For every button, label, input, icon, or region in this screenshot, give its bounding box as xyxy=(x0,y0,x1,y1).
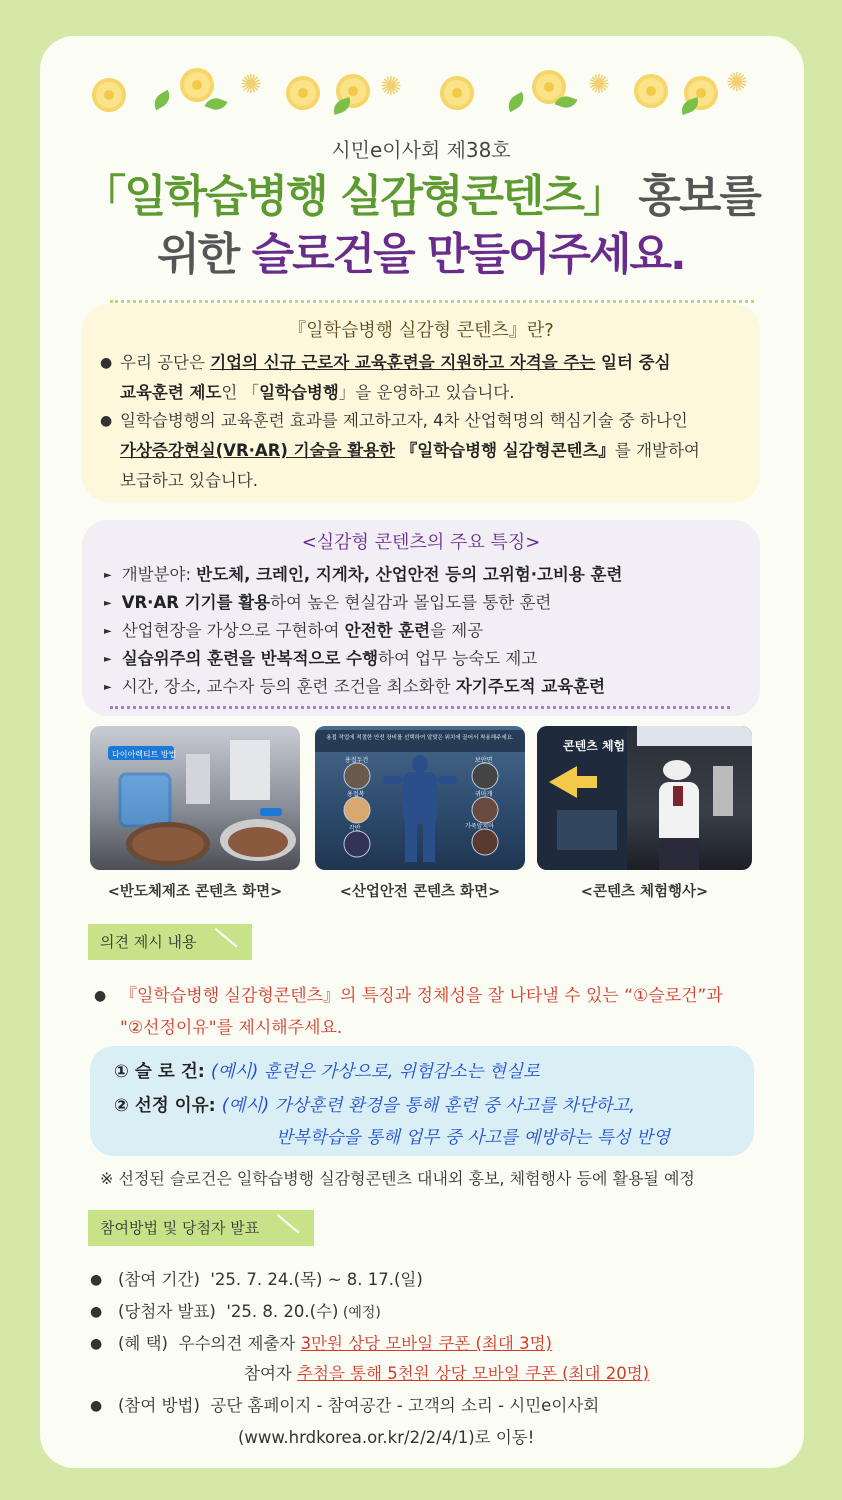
feature-item: ► VR·AR 기기를 활용하여 높은 현실감과 몰입도를 통한 훈련 xyxy=(104,593,552,612)
feature-item: ► 산업현장을 가상으로 구현하여 안전한 훈련을 제공 xyxy=(104,621,484,640)
svg-text:용접두건: 용접두건 xyxy=(345,757,369,764)
participation-tag: 참여방법 및 당첨자 발표 xyxy=(88,1210,314,1246)
period-row: ● (참여 기간) '25. 7. 24.(목) ~ 8. 17.(일) xyxy=(118,1266,423,1294)
features-title: <실감형 콘텐츠의 주요 특징> xyxy=(301,532,541,553)
flower-icon xyxy=(286,76,320,110)
intro-bullet-2: ● 일학습병행의 교육훈련 효과를 제고하고자, 4차 산업혁명의 핵심기술 중 하나인 가상증강현실(VR·AR) 기술을 활용한 『일학습병행 실감형콘텐츠』를 개발하여 보급하고 있습니다. xyxy=(120,406,750,496)
dandelion-icon: ✺ xyxy=(240,70,262,100)
title-highlight-purple: 슬로건을 만들어주세요. xyxy=(251,229,685,280)
dandelion-icon: ✺ xyxy=(380,72,402,102)
benefit-row-2: 참여자 추첨을 통해 5천원 상당 모바일 쿠폰 (최대 20명) xyxy=(244,1364,650,1383)
svg-text:다이아렉티트 방법: 다이아렉티트 방법 xyxy=(112,750,177,759)
intro-bullet-1: ● 우리 공단은 기업의 신규 근로자 교육훈련을 지원하고 자격을 주는 일터 중심 교육훈련 제도인 「일학습병행」을 운영하고 있습니다. xyxy=(120,348,740,408)
bullet-icon: ● xyxy=(90,1272,103,1288)
svg-text:보안면: 보안면 xyxy=(475,757,493,764)
triangle-icon: ► xyxy=(104,654,112,665)
image-caption: <산업안전 콘텐츠 화면> xyxy=(339,884,501,900)
bullet-icon: ● xyxy=(100,413,113,429)
issue-subtitle: 시민e이사회 제38호 xyxy=(331,138,511,162)
title-line1-rest: 홍보를 xyxy=(625,171,760,222)
triangle-icon: ► xyxy=(104,570,112,581)
semiconductor-scene xyxy=(90,726,300,870)
opinion-tag: 의견 제시 내용 xyxy=(88,924,252,960)
flower-icon xyxy=(634,74,668,108)
divider xyxy=(110,300,754,303)
announcement-row: ● (당첨자 발표) '25. 8. 20.(수) (예정) xyxy=(118,1298,381,1327)
svg-text:가죽앞치마: 가죽앞치마 xyxy=(465,823,494,830)
semiconductor-content-image xyxy=(90,726,300,870)
triangle-icon: ► xyxy=(104,626,112,637)
usage-note: ※ 선정된 슬로건은 일학습병행 실감형콘텐츠 대내외 홍보, 체험행사 등에 활용될 예정 xyxy=(100,1169,695,1188)
dandelion-icon: ✺ xyxy=(726,68,748,98)
svg-text:콘텐츠 체험: 콘텐츠 체험 xyxy=(563,739,626,753)
feature-item: ► 개발분야: 반도체, 크레인, 지게차, 산업안전 등의 고위험·고비용 훈련 xyxy=(104,565,623,584)
bullet-icon: ● xyxy=(90,1336,103,1352)
divider xyxy=(110,706,730,709)
bullet-icon: ● xyxy=(90,1304,103,1320)
content-experience-event-image xyxy=(537,726,752,870)
feature-item: ► 실습위주의 훈련을 반복적으로 수행하여 업무 능숙도 제고 xyxy=(104,649,538,668)
homepage-link[interactable]: (www.hrdkorea.or.kr/2/2/4/1)로 이동! xyxy=(238,1428,535,1447)
title-line2-prefix: 위한 xyxy=(157,229,252,280)
svg-text:각반: 각반 xyxy=(349,825,361,832)
bullet-icon: ● xyxy=(100,355,113,371)
opinion-request: ● 『일학습병행 실감형콘텐츠』의 특징과 정체성을 잘 나타낼 수 있는 “①슬로건”과 "②선정이유"를 제시해주세요. xyxy=(120,980,760,1044)
example-reason: ② 선정 이유: (예시) 가상훈련 환경을 통해 훈련 중 사고를 차단하고, xyxy=(114,1096,635,1116)
image-caption: <콘텐츠 체험행사> xyxy=(580,884,709,900)
benefit-row: ● (혜 택) 우수의견 제출자 3만원 상당 모바일 쿠폰 (최대 3명) xyxy=(118,1330,552,1358)
feature-item: ► 시간, 장소, 교수자 등의 훈련 조건을 최소화한 자기주도적 교육훈련 xyxy=(104,677,606,696)
bullet-icon: ● xyxy=(90,1398,103,1414)
flower-icon xyxy=(440,76,474,110)
bullet-icon: ● xyxy=(94,988,107,1004)
example-slogan: ① 슬 로 건: (예시) 훈련은 가상으로, 위험감소는 현실로 xyxy=(114,1062,540,1082)
example-reason-cont: 반복학습을 통해 업무 중 사고를 예방하는 특성 반영 xyxy=(276,1128,670,1148)
page-title xyxy=(0,168,842,284)
dandelion-icon: ✺ xyxy=(588,70,610,100)
industrial-safety-content-image xyxy=(315,726,525,870)
event-scene xyxy=(537,726,752,870)
safety-scene xyxy=(315,726,525,870)
leaf-icon xyxy=(504,92,527,112)
flower-icon xyxy=(92,78,126,112)
title-highlight-green: 「일학습병행 실감형콘텐츠」 xyxy=(82,171,626,222)
triangle-icon: ► xyxy=(104,598,112,609)
flower-decoration xyxy=(0,66,842,126)
method-row: ● (참여 방법) 공단 홈페이지 - 참여공간 - 고객의 소리 - 시민e이사회 xyxy=(118,1392,599,1420)
flower-icon xyxy=(180,68,214,102)
triangle-icon: ► xyxy=(104,682,112,693)
svg-text:귀마개: 귀마개 xyxy=(475,791,493,798)
intro-title: 『일학습병행 실감형 콘텐츠』란? xyxy=(288,320,554,341)
leaf-icon xyxy=(150,90,173,110)
image-caption: <반도체제조 콘텐츠 화면> xyxy=(107,884,283,900)
svg-text:용접복: 용접복 xyxy=(347,791,365,798)
svg-text:용접 작업에 적절한 안전 장비를 선택하여 알맞은 위치에: 용접 작업에 적절한 안전 장비를 선택하여 알맞은 위치에 끌어서 착용해주세요. xyxy=(326,735,514,741)
